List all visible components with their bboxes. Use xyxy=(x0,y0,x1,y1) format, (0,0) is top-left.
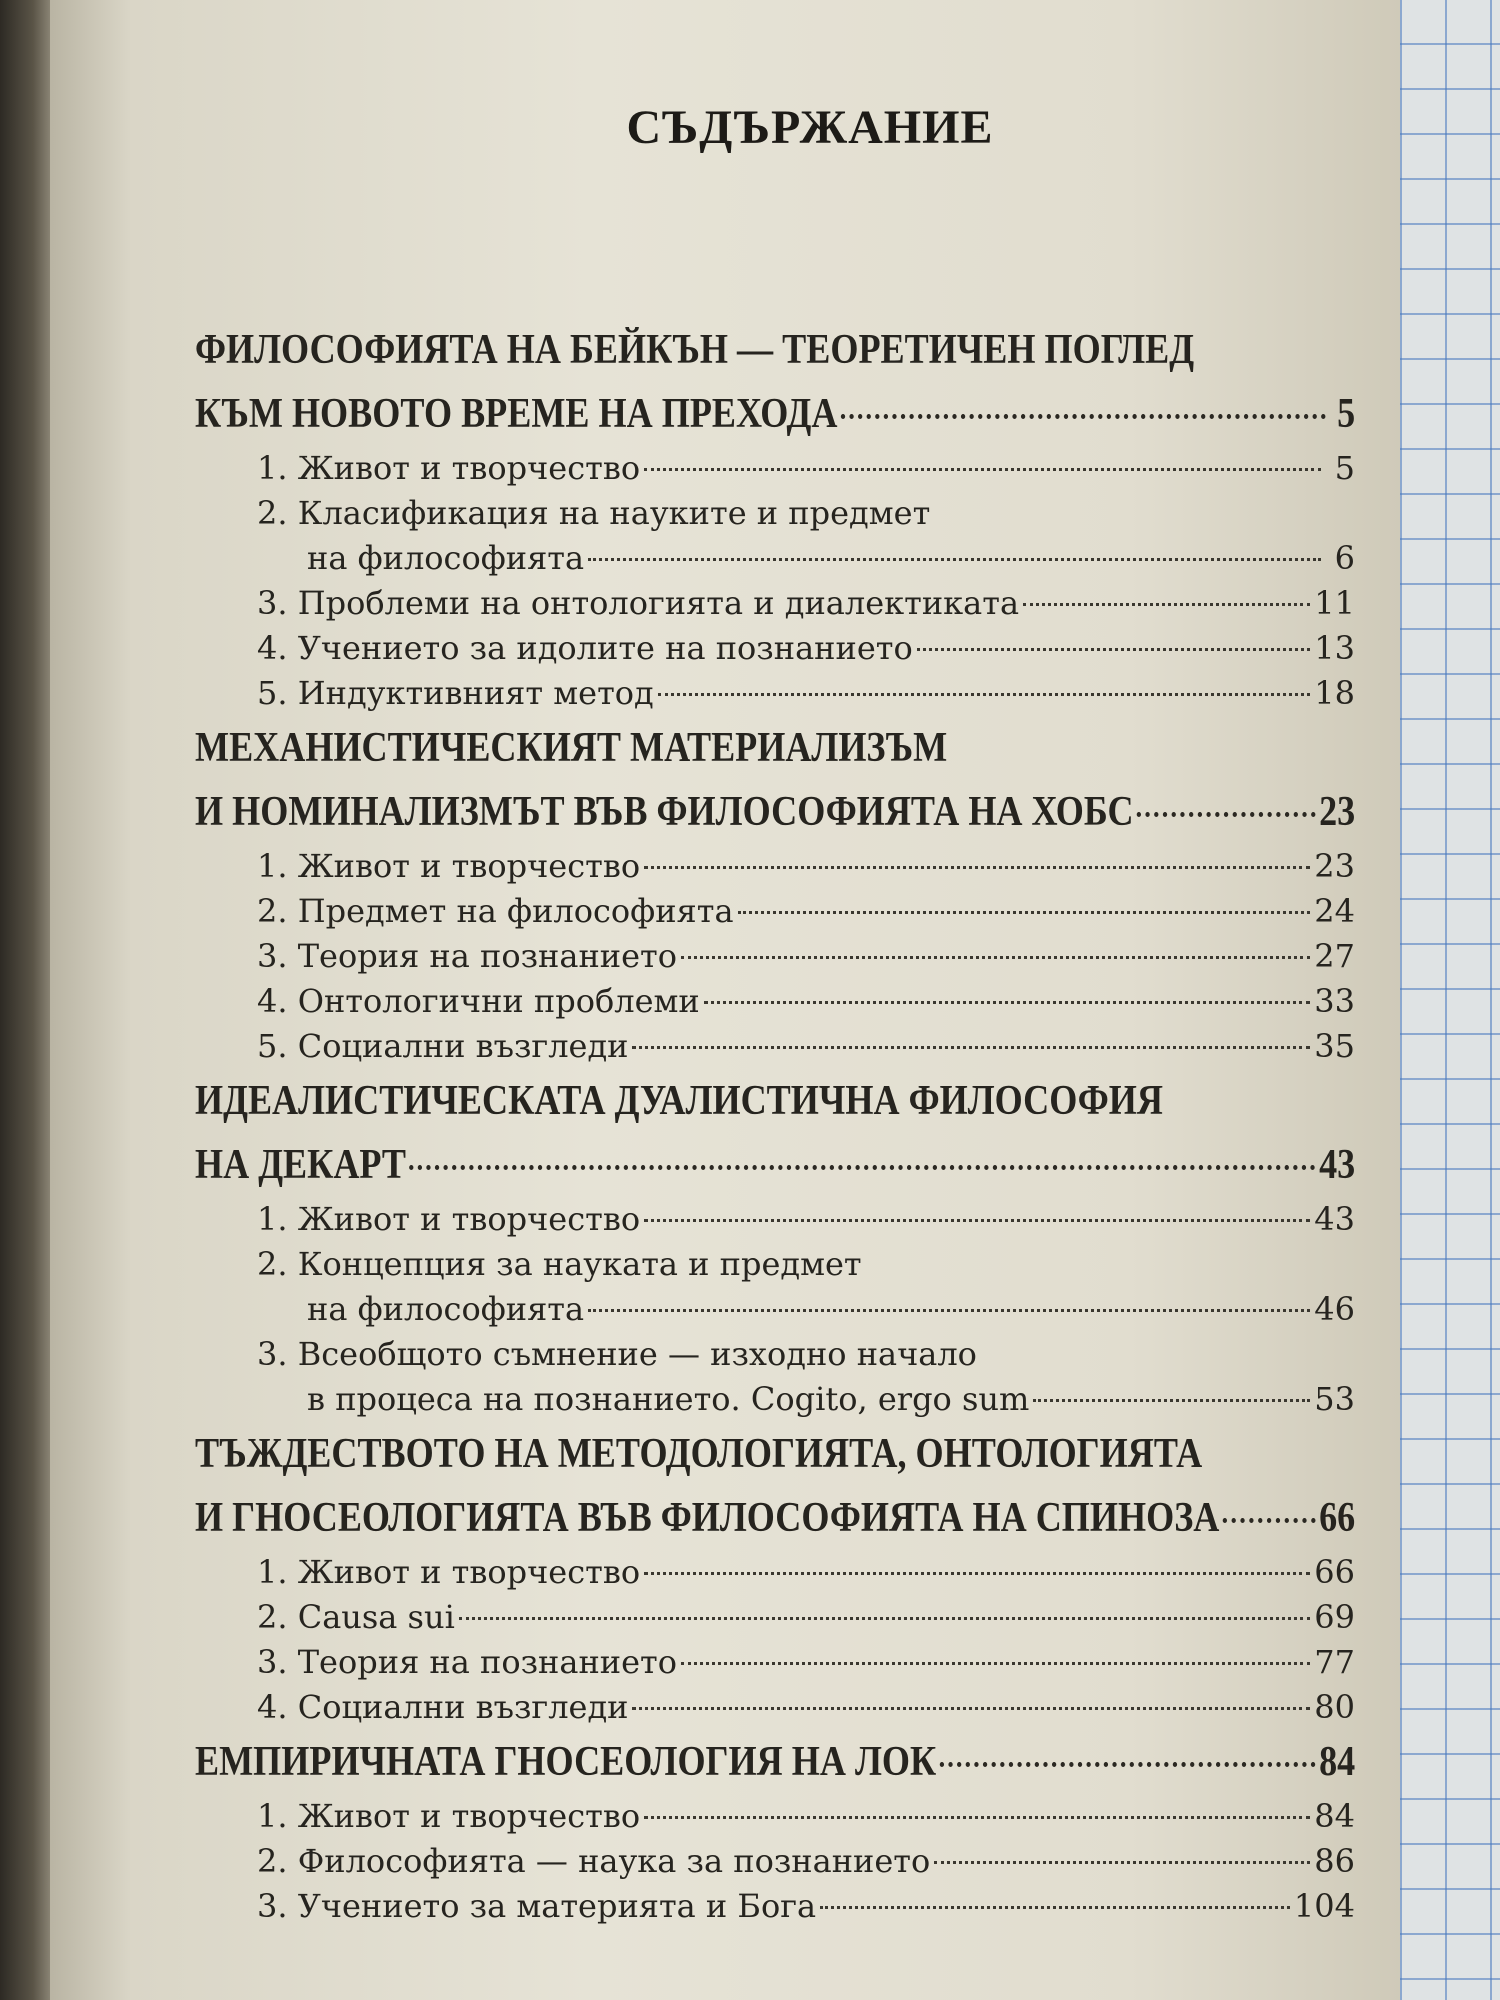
toc-entry-text: 3. Всеобщото съмнение — изходно начало xyxy=(257,1335,977,1373)
toc-entry-text: 3. Учението за материята и Бога xyxy=(257,1887,817,1925)
toc-entry-text: в процеса на познанието. Cogito, ergo sum xyxy=(307,1380,1030,1418)
page-number: 86 xyxy=(1314,1842,1355,1880)
toc-entry-text: 3. Теория на познанието xyxy=(257,937,678,975)
toc-entry-text: 3. Проблеми на онтологията и диалектиката xyxy=(257,584,1020,622)
dot-leader xyxy=(409,1165,1315,1170)
chapter-title-line xyxy=(195,1486,1355,1550)
dot-leader xyxy=(644,1219,1310,1222)
page-number: 23 xyxy=(1314,847,1355,885)
dot-leader xyxy=(644,1572,1310,1575)
page-title: СЪДЪРЖАНИЕ xyxy=(626,101,994,154)
section-title-line xyxy=(195,979,1355,1024)
page-number: 43 xyxy=(1319,1142,1356,1188)
toc-chapter xyxy=(195,1069,1355,1197)
page-number: 33 xyxy=(1314,982,1355,1020)
toc-section xyxy=(195,979,1355,1024)
toc-entry-text: 1. Живот и творчество xyxy=(257,1200,641,1238)
toc-entry-text: И ГНОСЕОЛОГИЯТА ВЪВ ФИЛОСОФИЯТА НА СПИНОЗА xyxy=(195,1495,1220,1541)
toc-entry-text: 2. Концепция за науката и предмет xyxy=(257,1245,862,1283)
grid-paper-background xyxy=(1400,0,1500,2000)
toc-entry-text: 2. Предмет на философията xyxy=(257,892,734,930)
toc-section xyxy=(195,1640,1355,1685)
section-title-line xyxy=(195,1377,1355,1422)
dot-leader xyxy=(1033,1399,1310,1402)
section-title-line xyxy=(195,1595,1355,1640)
page-number: 5 xyxy=(1337,391,1356,437)
section-title-line xyxy=(195,1794,1355,1839)
page-number: 5 xyxy=(1334,449,1355,487)
section-title-line xyxy=(195,491,1355,536)
toc-entry-text: на философията xyxy=(307,539,585,577)
toc-section xyxy=(195,934,1355,979)
toc-entry-text: 5. Социални възгледи xyxy=(257,1027,629,1065)
toc-entry-text: 1. Живот и творчество xyxy=(257,1797,641,1835)
section-title-line xyxy=(195,1197,1355,1242)
toc-entry-text: И НОМИНАЛИЗМЪТ ВЪВ ФИЛОСОФИЯТА НА ХОБС xyxy=(195,789,1134,835)
toc-entry-text: на философията xyxy=(307,1290,585,1328)
section-title-line xyxy=(195,844,1355,889)
toc-chapter xyxy=(195,1730,1355,1794)
dot-leader xyxy=(940,1762,1316,1767)
toc-section xyxy=(195,671,1355,716)
toc-entry-text: 5. Индуктивният метод xyxy=(257,674,654,712)
toc-section xyxy=(195,491,1355,581)
toc-chapter xyxy=(195,1422,1355,1550)
table-of-contents xyxy=(195,318,1355,1929)
toc-entry-text: 2. Философията — наука за познанието xyxy=(257,1842,931,1880)
toc-entry-text: 4. Учението за идолите на познанието xyxy=(257,629,913,667)
dot-leader xyxy=(681,1662,1310,1665)
page-number: 35 xyxy=(1314,1027,1355,1065)
toc-entry-text: МЕХАНИСТИЧЕСКИЯТ МАТЕРИАЛИЗЪМ xyxy=(195,725,948,771)
section-title-line xyxy=(195,934,1355,979)
toc-section xyxy=(195,1839,1355,1884)
page-number: 66 xyxy=(1319,1495,1356,1541)
chapter-title-line xyxy=(195,1133,1355,1197)
toc-section xyxy=(195,1794,1355,1839)
dot-leader xyxy=(632,1046,1310,1049)
toc-section xyxy=(195,446,1355,491)
page-number: 23 xyxy=(1319,789,1356,835)
dot-leader xyxy=(588,1309,1310,1312)
toc-entry-text: 1. Живот и творчество xyxy=(257,847,641,885)
toc-entry-text: 2. Класификация на науките и предмет xyxy=(257,494,931,532)
chapter-title-line xyxy=(195,382,1355,446)
toc-entry-text: 4. Онтологични проблеми xyxy=(257,982,700,1020)
page-number: 77 xyxy=(1314,1643,1355,1681)
section-title-line xyxy=(195,536,1355,581)
page-number: 6 xyxy=(1334,539,1355,577)
dot-leader xyxy=(738,911,1311,914)
section-title-line xyxy=(195,1685,1355,1730)
page-number: 84 xyxy=(1319,1739,1356,1785)
dot-leader xyxy=(820,1906,1290,1909)
section-title-line xyxy=(195,626,1355,671)
section-title-line xyxy=(195,889,1355,934)
toc-section xyxy=(195,1024,1355,1069)
section-title-line xyxy=(195,1839,1355,1884)
toc-entry-text: ЕМПИРИЧНАТА ГНОСЕОЛОГИЯ НА ЛОК xyxy=(195,1739,937,1785)
toc-entry-text: ТЪЖДЕСТВОТО НА МЕТОДОЛОГИЯТА, ОНТОЛОГИЯТА xyxy=(195,1431,1203,1477)
toc-entry-text: 4. Социални възгледи xyxy=(257,1688,629,1726)
dot-leader xyxy=(644,1816,1310,1819)
dot-leader xyxy=(1023,603,1310,606)
page-number: 80 xyxy=(1314,1688,1355,1726)
chapter-title-line xyxy=(195,1069,1355,1133)
page-number: 18 xyxy=(1314,674,1355,712)
page-number: 46 xyxy=(1314,1290,1355,1328)
toc-chapter xyxy=(195,318,1355,446)
toc-entry-text: ИДЕАЛИСТИЧЕСКАТА ДУАЛИСТИЧНА ФИЛОСОФИЯ xyxy=(195,1078,1163,1124)
dot-leader xyxy=(644,866,1310,869)
section-title-line xyxy=(195,1287,1355,1332)
toc-entry-text: ФИЛОСОФИЯТА НА БЕЙКЪН — ТЕОРЕТИЧЕН ПОГЛЕД xyxy=(195,327,1195,373)
toc-entry-text: 3. Теория на познанието xyxy=(257,1643,678,1681)
toc-entry-text: 2. Causa sui xyxy=(257,1598,455,1636)
toc-section xyxy=(195,581,1355,626)
dot-leader xyxy=(658,693,1311,696)
toc-section xyxy=(195,1332,1355,1422)
section-title-line xyxy=(195,1640,1355,1685)
chapter-title-line xyxy=(195,780,1355,844)
toc-section xyxy=(195,889,1355,934)
section-title-line xyxy=(195,1884,1355,1929)
dot-leader xyxy=(1223,1518,1316,1523)
section-title-line xyxy=(195,581,1355,626)
toc-section xyxy=(195,626,1355,671)
toc-section xyxy=(195,844,1355,889)
dot-leader xyxy=(681,956,1310,959)
toc-entry-text: 1. Живот и творчество xyxy=(257,449,641,487)
dot-leader xyxy=(1137,812,1316,817)
chapter-title-line xyxy=(195,1730,1355,1794)
toc-section xyxy=(195,1197,1355,1242)
page-number: 43 xyxy=(1314,1200,1355,1238)
page-number: 13 xyxy=(1314,629,1355,667)
page-number: 84 xyxy=(1314,1797,1355,1835)
chapter-title-line xyxy=(195,716,1355,780)
dot-leader xyxy=(934,1861,1310,1864)
toc-section xyxy=(195,1550,1355,1595)
dot-leader xyxy=(644,468,1321,471)
toc-entry-text: 1. Живот и творчество xyxy=(257,1553,641,1591)
toc-section xyxy=(195,1884,1355,1929)
page-number: 11 xyxy=(1314,584,1355,622)
toc-chapter xyxy=(195,716,1355,844)
page-number: 66 xyxy=(1314,1553,1355,1591)
page-number: 27 xyxy=(1314,937,1355,975)
toc-entry-text: НА ДЕКАРТ xyxy=(195,1142,407,1188)
page-number: 104 xyxy=(1293,1887,1355,1925)
dot-leader xyxy=(841,414,1326,419)
chapter-title-line xyxy=(195,318,1355,382)
toc-section xyxy=(195,1685,1355,1730)
section-title-line xyxy=(195,446,1355,491)
toc-entry-text: КЪМ НОВОТО ВРЕМЕ НА ПРЕХОДА xyxy=(195,391,838,437)
chapter-title-line xyxy=(195,1422,1355,1486)
toc-section xyxy=(195,1242,1355,1332)
page-number: 24 xyxy=(1314,892,1355,930)
section-title-line xyxy=(195,1550,1355,1595)
section-title-line xyxy=(195,671,1355,716)
section-title-line xyxy=(195,1242,1355,1287)
page-number: 69 xyxy=(1314,1598,1355,1636)
section-title-line xyxy=(195,1332,1355,1377)
dot-leader xyxy=(917,648,1311,651)
dot-leader xyxy=(459,1617,1310,1620)
toc-section xyxy=(195,1595,1355,1640)
page-number: 53 xyxy=(1314,1380,1355,1418)
dot-leader xyxy=(632,1707,1310,1710)
dot-leader xyxy=(704,1001,1311,1004)
dot-leader xyxy=(588,558,1321,561)
section-title-line xyxy=(195,1024,1355,1069)
